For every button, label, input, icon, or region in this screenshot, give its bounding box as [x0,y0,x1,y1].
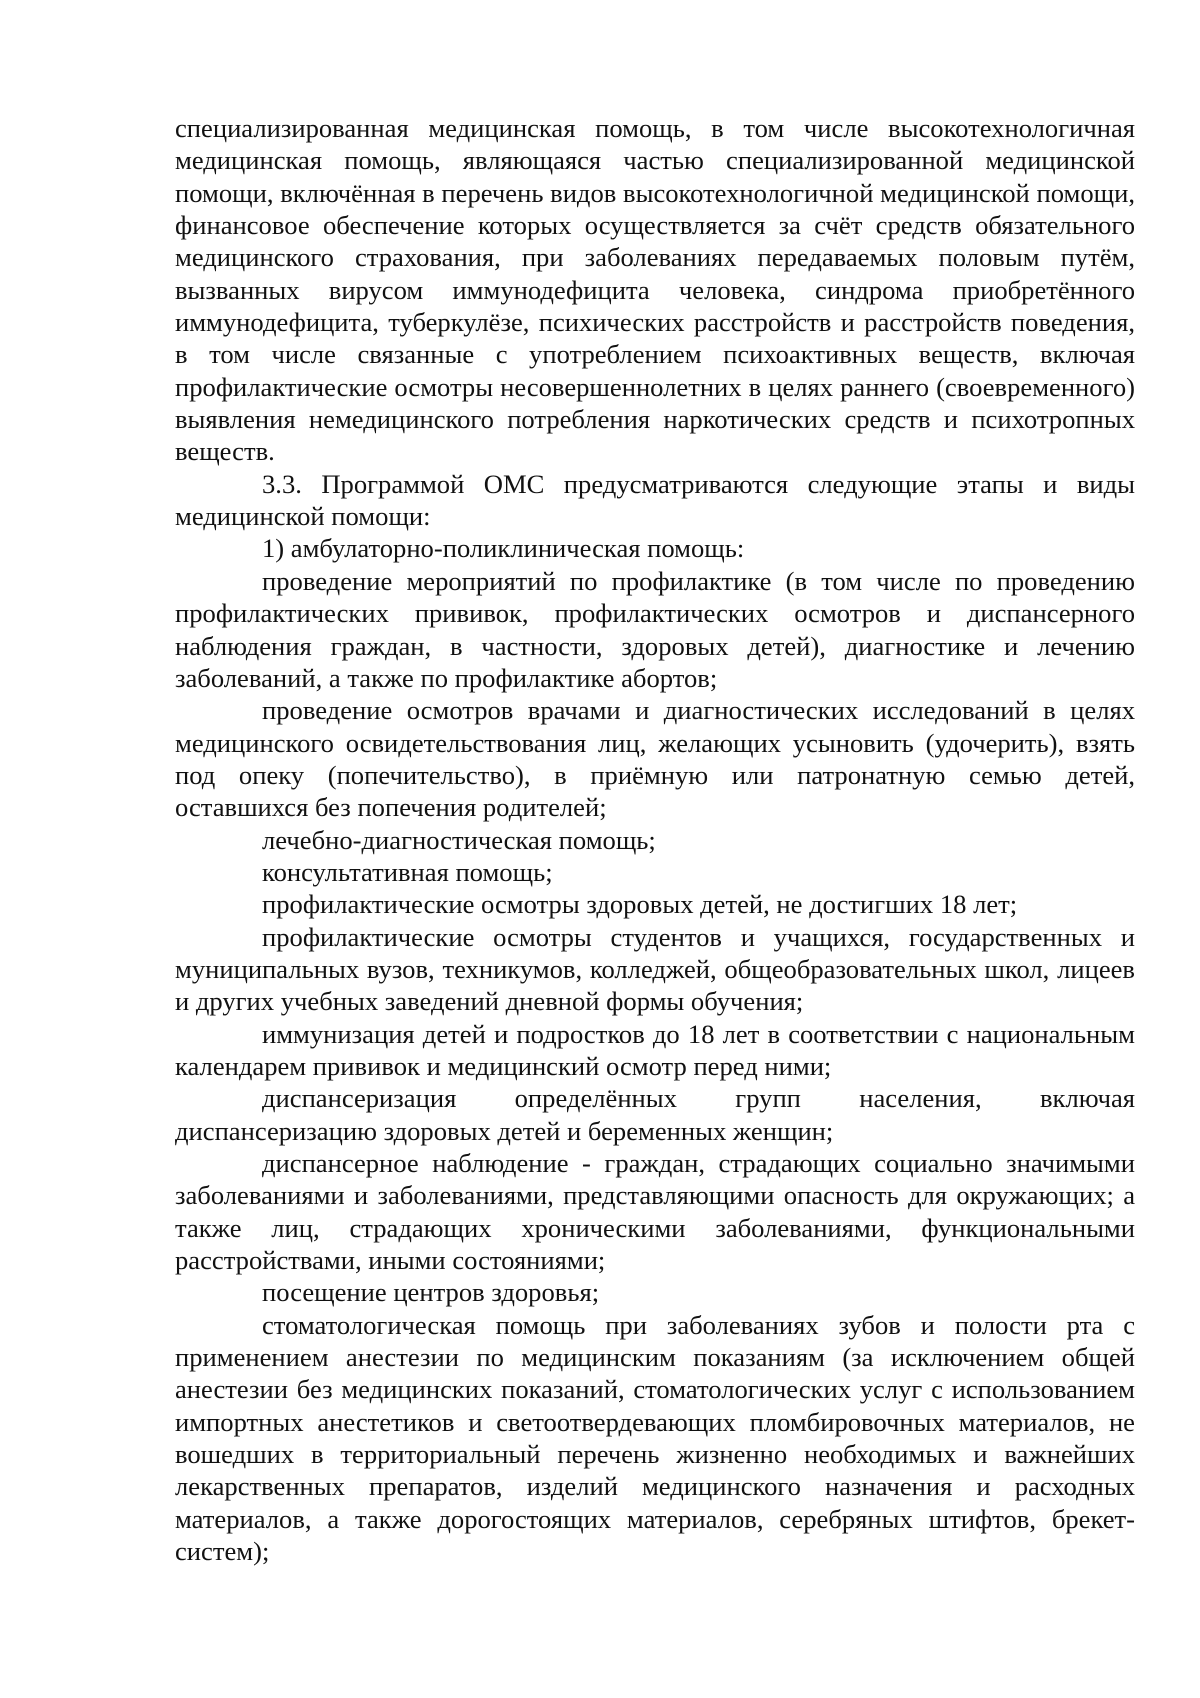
paragraph-dispensarization: диспансеризация определённых групп населения, включая диспансеризацию здоровых детей и беременных женщин; [175,1083,1135,1146]
paragraph-3-3-stages: 3.3. Программой ОМС предусматриваются следующие этапы и виды медицинской помощи: [175,468,1135,532]
paragraph-prevention-measures: проведение мероприятий по профилактике (в том числе по проведению профилактических прививок, профилактических осмотров и диспансерного наблюдения граждан, в частности, здоровых детей), диагностике и лечению заболеваний, а также по профилактике абортов; [175,565,1135,693]
paragraph-dispensary-observation: диспансерное наблюдение - граждан, страдающих социально значимыми заболеваниями и заболеваниями, представляющими опасность для окружающих; а также лиц, страдающих хроническими заболеваниями, функциональными расстройствами, иными состояниями; [175,1148,1135,1276]
paragraph-specialized-care: специализированная медицинская помощь, в том числе высокотехнологичная медицинская помощь, являющаяся частью специализированной медицинской помощи, включённая в перечень видов высокотехнологичной медицинской помощи, финансовое обеспечение которых осуществляется за счёт средств обязательного медицинского страхования, при заболеваниях передаваемых половым путём, вызванных вирусом иммунодефицита человека, синдрома приобретённого иммунодефицита, туберкулёзе, психических расстройств и расстройств поведения, в том числе связанные с употреблением психоактивных веществ, включая профилактические осмотры несовершеннолетних в целях раннего (своевременного) выявления немедицинского потребления наркотических средств и психотропных веществ. [175,113,1135,467]
document-body [175,112,1135,1567]
paragraph-immunization: иммунизация детей и подростков до 18 лет в соответствии с национальным календарем прививок и медицинский осмотр перед ними; [175,1018,1135,1081]
paragraph-health-centers: посещение центров здоровья; [262,1277,600,1308]
paragraph-child-checkups: профилактические осмотры здоровых детей, не достигших 18 лет; [262,889,1018,920]
paragraph-consultative-care: консультативная помощь; [262,856,553,887]
paragraph-student-checkups: профилактические осмотры студентов и учащихся, государственных и муниципальных вузов, техникумов, колледжей, общеобразовательных школ, лицеев и других учебных заведений дневной формы обучения; [175,921,1135,1017]
paragraph-outpatient-care: 1) амбулаторно-поликлиническая помощь: [262,533,745,564]
paragraph-dental-care: стоматологическая помощь при заболеваниях зубов и полости рта с применением анестезии по медицинским показаниям (за исключением общей анестезии без медицинских показаний, стоматологических услуг с использованием импортных анестетиков и светоотвердевающих пломбировочных материалов, не вошедших в территориальный перечень жизненно необходимых и важнейших лекарственных препаратов, изделий медицинского назначения и расходных материалов, а также дорогостоящих материалов, серебряных штифтов, брекет-систем); [175,1309,1135,1567]
paragraph-diagnostic-care: лечебно-диагностическая помощь; [262,824,656,855]
paragraph-adoption-exams: проведение осмотров врачами и диагностических исследований в целях медицинского освидетельствования лиц, желающих усыновить (удочерить), взять под опеку (попечительство), в приёмную или патронатную семью детей, оставшихся без попечения родителей; [175,695,1135,823]
